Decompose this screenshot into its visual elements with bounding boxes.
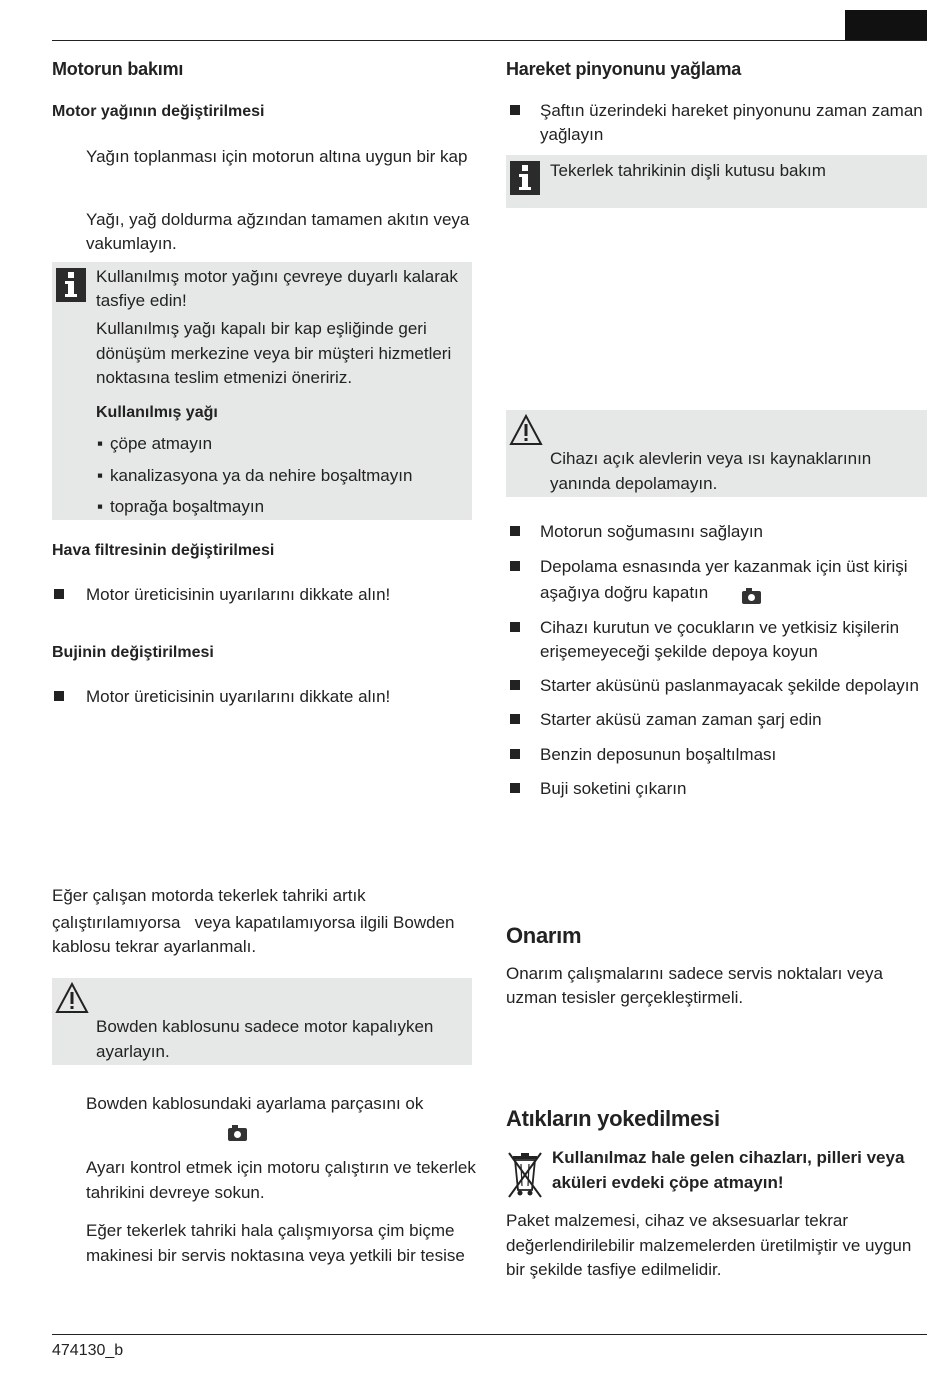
square-bullet — [54, 589, 64, 599]
storage-item: Starter aküsü zaman zaman şarj edin — [540, 710, 822, 729]
warning-icon — [509, 414, 543, 446]
dash-bullet: ▪ — [97, 466, 104, 485]
pinion-title: Hareket pinyonunu yağlama — [506, 59, 742, 79]
disposal-p-line3: bir şekilde tasfiye edilmelidir. — [506, 1260, 722, 1279]
disposal-bold-line2: aküleri evdeki çöpe atmayın! — [552, 1173, 784, 1192]
bowden-step-3-line1: Eğer tekerlek tahriki hala çalışmıyorsa çim biçme — [86, 1221, 455, 1240]
gear-info-text: Tekerlek tahrikinin dişli kutusu bakım — [550, 161, 826, 180]
info-p2-line-1: Kullanılmış yağı kapalı bir kap eşliğinde geri — [96, 319, 427, 338]
storage-item: erişemeyeceği şekilde depoya koyun — [540, 642, 818, 661]
motor-maintenance-title: Motorun bakımı — [52, 59, 184, 79]
disposal-p-line1: Paket malzemesi, cihaz ve aksesuarlar tekrar — [506, 1211, 849, 1230]
used-oil-item: toprağa boşaltmayın — [110, 497, 265, 516]
oil-step-2-line2: vakumlayın. — [86, 234, 177, 253]
air-filter-title: Hava filtresinin değiştirilmesi — [52, 542, 275, 559]
storage-item: Starter aküsünü paslanmayacak şekilde depolayın — [540, 676, 919, 695]
crossed-bin-icon — [506, 1150, 544, 1200]
warning-line-1: Bowden kablosunu sadece motor kapalıyken — [96, 1017, 434, 1036]
bowden-paragraph-line1: Eğer çalışan motorda tekerlek tahriki artık — [52, 886, 366, 905]
storage-item: Depolama esnasında yer kazanmak için üst kirişi — [540, 557, 908, 576]
used-oil-item: kanalizasyona ya da nehire boşaltmayın — [110, 466, 413, 485]
bowden-step-2-line2: tahrikini devreye sokun. — [86, 1183, 265, 1202]
storage-item: Cihazı kurutun ve çocukların ve yetkisiz kişilerin — [540, 618, 900, 637]
repair-line1: Onarım çalışmalarını sadece servis noktaları veya — [506, 964, 883, 983]
oil-step-2-line1: Yağı, yağ doldurma ağzından tamamen akıtın veya — [86, 210, 470, 229]
square-bullet — [54, 691, 64, 701]
camera-icon — [228, 1128, 247, 1141]
bowden-step-1: Bowden kablosundaki ayarlama parçasını ok — [86, 1094, 424, 1113]
storage-warning-line2: yanında depolamayın. — [550, 474, 718, 493]
storage-item: Benzin deposunun boşaltılması — [540, 745, 777, 764]
square-bullet — [510, 105, 520, 115]
air-filter-item: Motor üreticisinin uyarılarını dikkate alın! — [86, 585, 391, 604]
warning-icon — [55, 982, 89, 1014]
pinion-item-line2: yağlayın — [540, 125, 604, 144]
dash-bullet: ▪ — [97, 434, 104, 453]
camera-icon — [742, 591, 761, 604]
spark-plug-title: Bujinin değiştirilmesi — [52, 644, 214, 661]
info-line-2: tasfiye edin! — [96, 291, 187, 310]
doc-code: 474130_b — [52, 1342, 124, 1359]
disposal-p-line2: değerlendirilebilir malzemelerden üretilmiştir ve uygun — [506, 1236, 912, 1255]
square-bullet — [510, 749, 520, 759]
info-p2-line-2: dönüşüm merkezine veya bir müşteri hizmetleri — [96, 344, 452, 363]
info-line-1: Kullanılmış motor yağını çevreye duyarlı kalarak — [96, 267, 458, 286]
square-bullet — [510, 783, 520, 793]
repair-line2: uzman tesisler gerçekleştirmeli. — [506, 988, 744, 1007]
bowden-paragraph-line2: çalıştırılamıyorsa veya kapatılamıyorsa ilgili Bowden — [52, 913, 455, 932]
square-bullet — [510, 622, 520, 632]
square-bullet — [510, 714, 520, 724]
bowden-step-3-line2: makinesi bir servis noktasına veya yetkili bir tesise — [86, 1246, 465, 1265]
oil-change-title: Motor yağının değiştirilmesi — [52, 103, 265, 120]
spark-plug-item: Motor üreticisinin uyarılarını dikkate alın! — [86, 687, 391, 706]
disposal-bold-line1: Kullanılmaz hale gelen cihazları, pilleri veya — [552, 1148, 905, 1167]
used-oil-title: Kullanılmış yağı — [96, 404, 218, 421]
square-bullet — [510, 680, 520, 690]
dash-bullet: ▪ — [97, 497, 104, 516]
pinion-item-line1: Şaftın üzerindeki hareket pinyonunu zaman zaman — [540, 101, 923, 120]
info-icon — [56, 268, 86, 302]
repair-title: Onarım — [506, 923, 582, 948]
square-bullet — [510, 561, 520, 571]
used-oil-item: çöpe atmayın — [110, 434, 213, 453]
storage-item: Motorun soğumasını sağlayın — [540, 522, 764, 541]
warning-line-2: ayarlayın. — [96, 1042, 170, 1061]
info-p2-line-3: noktasına teslim etmenizi öneririz. — [96, 368, 353, 387]
footer-rule — [52, 1334, 927, 1335]
storage-item: aşağıya doğru kapatın — [540, 583, 709, 602]
bowden-step-2-line1: Ayarı kontrol etmek için motoru çalıştırın ve tekerlek — [86, 1158, 476, 1177]
header-tab — [845, 10, 927, 41]
storage-item: Buji soketini çıkarın — [540, 779, 687, 798]
header-rule — [52, 40, 927, 41]
info-icon — [510, 161, 540, 195]
bowden-paragraph-line3: kablosu tekrar ayarlanmalı. — [52, 937, 257, 956]
storage-warning-line1: Cihazı açık alevlerin veya ısı kaynaklarının — [550, 449, 872, 468]
disposal-title: Atıkların yokedilmesi — [506, 1106, 720, 1131]
oil-step-1: Yağın toplanması için motorun altına uygun bir kap — [86, 147, 468, 166]
square-bullet — [510, 526, 520, 536]
